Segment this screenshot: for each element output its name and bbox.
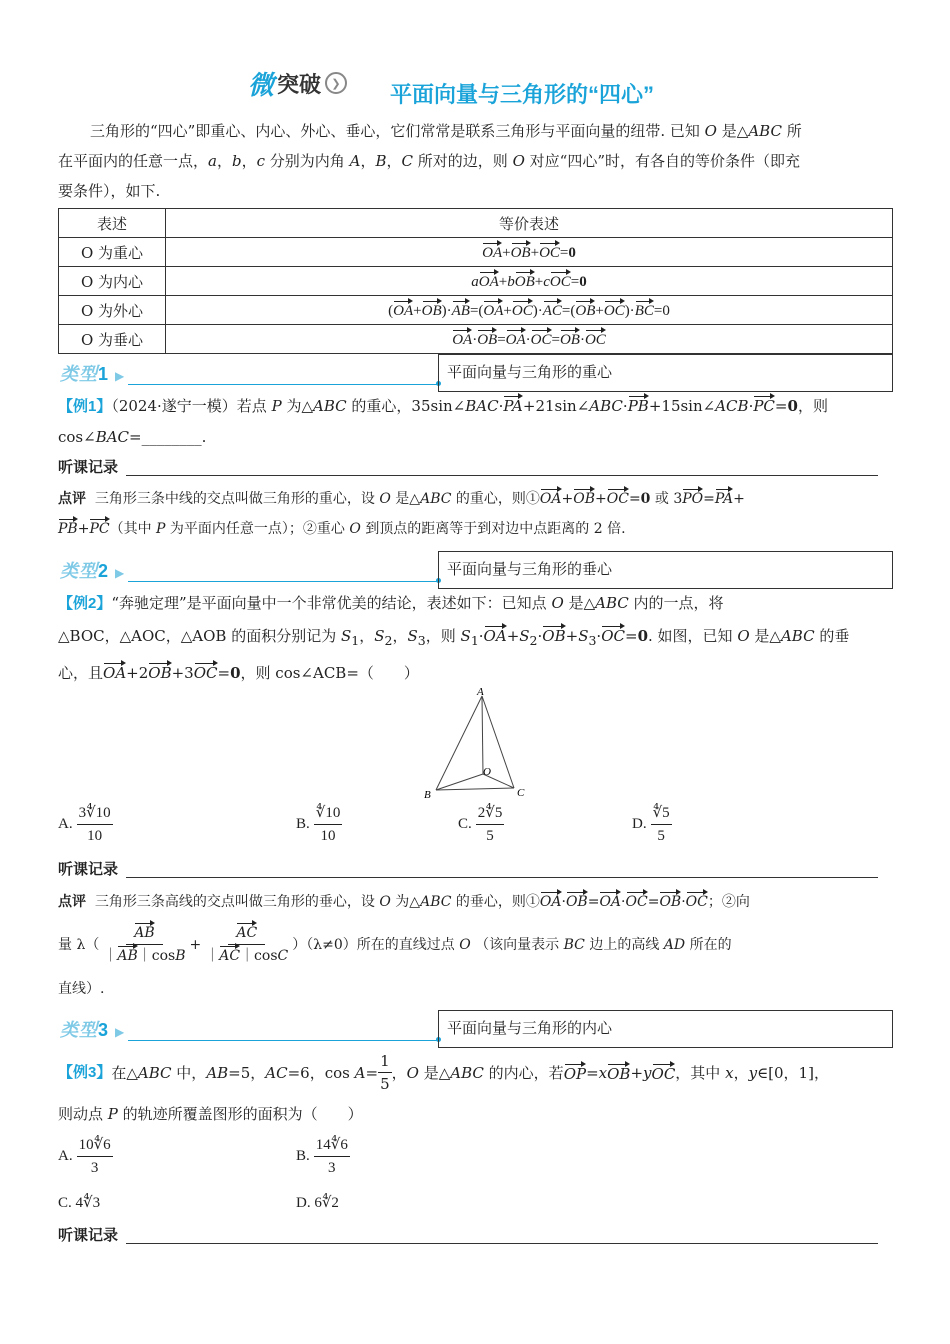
option-d[interactable]: D. $\frac{∜5}{5}$	[632, 802, 672, 847]
table-cell-label: O 为重心	[59, 238, 166, 267]
type-title: 平面向量与三角形的垂心	[438, 551, 893, 589]
section-logo	[248, 66, 347, 100]
option-b[interactable]: B. $\frac{∜10}{10}$	[296, 802, 342, 847]
table-cell-formula: OA·OB=OA·OC=OB·OC	[166, 325, 893, 354]
table-cell-label: O 为内心	[59, 267, 166, 296]
table-cell-label: O 为垂心	[59, 325, 166, 354]
triangle-figure	[420, 684, 530, 802]
type-label: 类型2 ▶	[60, 561, 126, 581]
table-row	[59, 267, 893, 296]
type-label: 类型3 ▶	[60, 1020, 126, 1040]
table-header-cell: 表述	[59, 209, 166, 238]
option-b[interactable]: B. $\frac{14∜6}{3}$	[296, 1134, 350, 1179]
table-cell-formula: (OA+OB)·AB=(OA+OC)·AC=(OB+OC)·BC=0	[166, 296, 893, 325]
lecture-notes-line[interactable]: 听课记录	[58, 858, 878, 882]
chevron-right-icon: ❯	[325, 72, 347, 94]
page-title: 平面向量与三角形的“四心”	[390, 82, 655, 107]
table-row	[59, 296, 893, 325]
lecture-notes-line[interactable]: 听课记录	[58, 1224, 878, 1248]
type-title: 平面向量与三角形的内心	[438, 1010, 893, 1048]
intro-paragraph: 三角形的“四心”即重心、内心、外心、垂心，它们常常是联系三角形与平面向量的纽带. 已知 O 是△ABC 所 在平面内的任意一点，a，b，c 分别为内角 A，B，C 所对的边，则 O 对应“四心”时，有各自的等价条件（即充 要条件），如下.	[58, 122, 802, 200]
example-2: 【例2】“奔驰定理”是平面向量中一个非常优美的结论，表述如下：已知点 O 是△ABC 内的一点，将 △BOC，△AOC，△AOB 的面积分别记为 $S_1$，$S_2$，$S_3$，则 $S_1\cdot OA+S_2\cdot OB+S_3\cdot OC=0$. 如图，已知 O 是△ABC 的垂 心，且OA+2OB+3OC=0，则 cos∠ACB=（ ）	[58, 594, 850, 682]
type-3-banner	[58, 1010, 893, 1046]
example-tag: 【例1】	[58, 398, 112, 415]
option-a[interactable]: A. $\frac{3∜10}{10}$	[58, 802, 113, 847]
type-label: 类型1 ▶	[60, 364, 126, 384]
type-title: 平面向量与三角形的重心	[438, 354, 893, 392]
example-1: 【例1】（2024·遂宁一模）若点 P 为△ABC 的重心，35sin∠BAC·PA+21sin∠ABC·PB+15sin∠ACB·PC=0，则 cos∠BAC=________.	[58, 397, 828, 446]
type-2-banner	[58, 551, 893, 587]
table-header-row	[59, 209, 893, 238]
lecture-notes-line[interactable]: 听课记录	[58, 456, 878, 480]
vertex-label: A	[477, 686, 484, 698]
table-cell-label: O 为外心	[59, 296, 166, 325]
table-cell-formula: aOA+bOB+cOC=0	[166, 267, 893, 296]
equivalence-table	[58, 208, 893, 354]
option-a[interactable]: A. $\frac{10∜6}{3}$	[58, 1134, 113, 1179]
type-1-banner	[58, 354, 893, 390]
table-row	[59, 325, 893, 354]
table-row	[59, 238, 893, 267]
vertex-label: B	[424, 789, 431, 801]
logo-char: 微	[248, 70, 274, 101]
option-d[interactable]: D. 6∜2	[296, 1195, 339, 1211]
example-tag: 【例3】	[58, 1063, 112, 1081]
commentary-2: 点评 三角形三条高线的交点叫做三角形的垂心，设 O 为△ABC 的垂心，则①OA·OB=OA·OC=OB·OC；②向 量 λ（ $\frac{AB}{|AB|\cos B}$ + $\frac{AC}{|AC|\cos C}$ ）（λ≠0）所在的直线过点 O （该向量表示 BC 边上的高线 AD 所在的 直线）.	[58, 893, 750, 997]
logo-word: 突破	[277, 71, 322, 97]
example-3: 【例3】 在△ ABC 中， AB =5， AC =6，cos A = $\frac{1}{5}$ ， O 是△ ABC 的内心，若 OP = x OB + y OC ，其中 x ， y ∈[0，1]， 则动点 P 的轨迹所覆盖图形的面积为（ ）	[58, 1052, 829, 1123]
table-cell-formula: OA+OB+OC=0	[166, 238, 893, 267]
example-tag: 【例2】	[58, 595, 112, 612]
option-c[interactable]: C. 4∜3	[58, 1195, 101, 1211]
option-c[interactable]: C. $\frac{2∜5}{5}$	[458, 802, 504, 847]
commentary-1: 点评 三角形三条中线的交点叫做三角形的重心，设 O 是△ABC 的重心，则①OA+OB+OC=0 或 3PO=PA+ PB+PC（其中 P 为平面内任意一点）；②重心 O 到顶点的距离等于到对边中点距离的 2 倍.	[58, 490, 745, 537]
table-header-cell: 等价表述	[166, 209, 893, 238]
vertex-label: C	[517, 787, 525, 799]
vertex-label: O	[483, 766, 491, 778]
